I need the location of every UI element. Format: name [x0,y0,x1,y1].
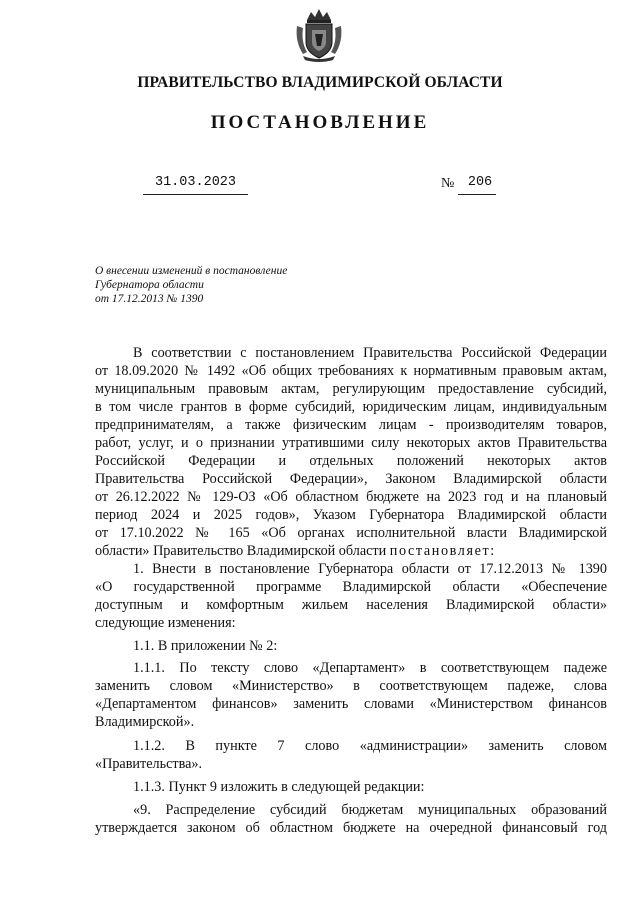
preamble-line: муниципальным правовым актам, регулирующим предоставление субсидий, [95,381,607,397]
date-underline [143,194,248,195]
item-1-line: доступным и комфортным жильем населения Владимирской области» [95,597,607,613]
document-type-title: ПОСТАНОВЛЕНИЕ [210,112,430,133]
item-1-1-2-line: 1.1.2. В пункте 7 слово «администрации» заменить словом [133,738,607,754]
quote-line: «9. Распределение субсидий бюджетам муниципальных образований [133,802,607,818]
item-1-1-2-line: «Правительства». [95,756,203,772]
preamble-line: в том числе грантов в форме субсидий, юридическим лицам, индивидуальным [95,399,607,415]
preamble-line: Российской Федерации и отдельных положений некоторых актов [95,453,607,469]
number-underline [458,194,496,195]
item-1-1-1-line: «Департаментом финансов» заменить словами «Министерством финансов [95,696,607,712]
subject-line: Губернатора области [95,279,204,291]
document-subject [95,264,287,306]
preamble-line: от 18.09.2020 № 1492 «Об общих требованиях к нормативным правовым актам, [95,363,607,379]
preamble-line: предпринимателям, а также физическим лицам - производителям товаров, [95,417,607,433]
preamble-line: Правительства Российской Федерации», Законом Владимирской области [95,471,607,487]
number-label: № [441,176,455,191]
coat-of-arms-emblem [293,6,345,62]
preamble-last-text: области» Правительство Владимирской области [95,543,387,559]
item-1-line: следующие изменения: [95,615,236,631]
preamble-line: от 17.10.2022 № 165 «Об органах исполнительной власти Владимирской [95,525,607,541]
subject-line: от 17.12.2013 № 1390 [95,293,204,305]
preamble-line: период 2024 и 2025 годов», Указом Губернатора Владимирской области [95,507,607,523]
item-1-line: «О государственной программе Владимирской области «Обеспечение [95,579,607,595]
item-1-1-1-line: Владимирской». [95,714,195,730]
document-date: 31.03.2023 [154,175,236,190]
preamble-line: В соответствии с постановлением Правительства Российской Федерации [133,345,607,361]
item-1-1-1-line: заменить словом «Министерство» в соответствующем падеже, слова [95,678,607,694]
item-1-1-3: 1.1.3. Пункт 9 изложить в следующей редакции: [133,779,425,795]
quote-line: утверждается законом об областном бюджете на очередной финансовый год [95,820,607,836]
subject-line: О внесении изменений в постановление [95,265,288,277]
government-name: ПРАВИТЕЛЬСТВО ВЛАДИМИРСКОЙ ОБЛАСТИ [137,74,503,91]
item-1-line: 1. Внести в постановление Губернатора области от 17.12.2013 № 1390 [133,561,607,577]
preamble-line: работ, услуг, и о признании утратившими силу некоторых актов Правительства [95,435,607,451]
preamble-line: от 26.12.2022 № 129-ОЗ «Об областном бюджете на 2023 год и на плановый [95,489,607,505]
resolves-word: постановляет: [389,543,496,559]
preamble-last-line [95,543,607,560]
item-1-1-1-line: 1.1.1. По тексту слово «Департамент» в соответствующем падеже [133,660,607,676]
document-number: 206 [467,175,493,190]
item-1-1: 1.1. В приложении № 2: [133,638,278,654]
